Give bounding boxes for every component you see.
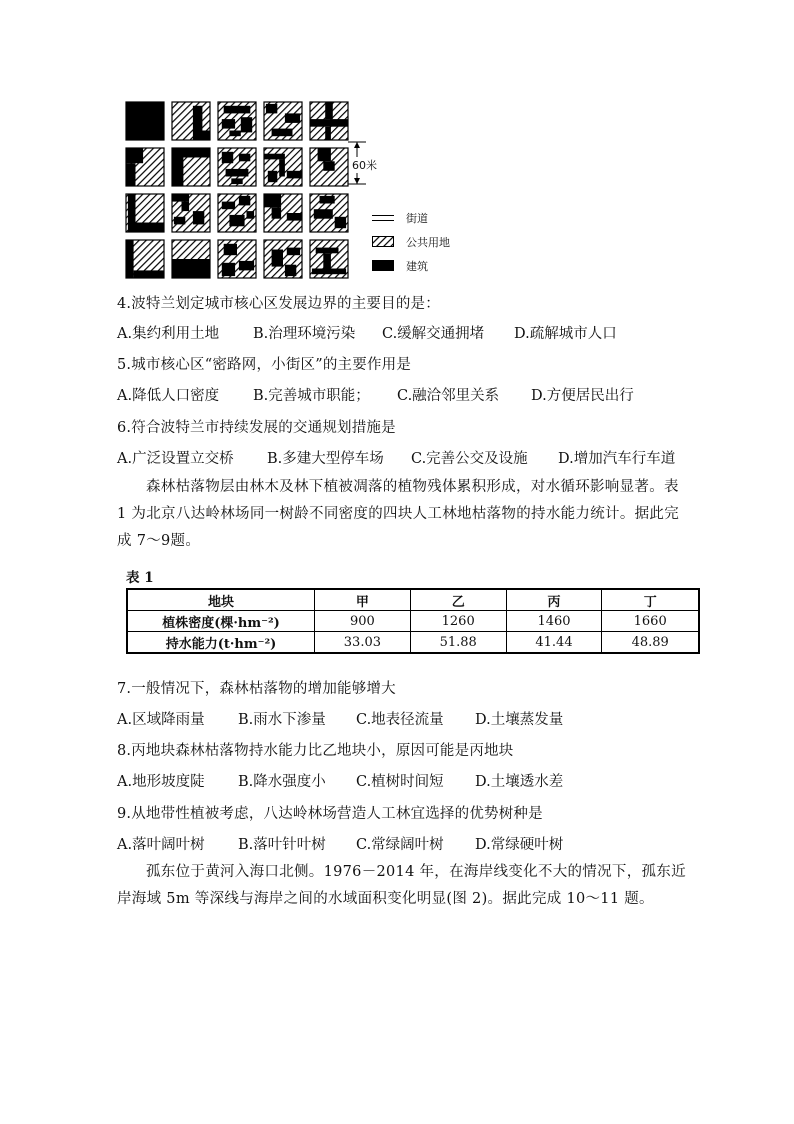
building bbox=[172, 148, 210, 158]
q4-option-b[interactable]: B.治理环境污染 bbox=[253, 326, 356, 342]
building bbox=[128, 194, 136, 232]
building bbox=[268, 171, 278, 182]
building bbox=[231, 178, 242, 184]
building bbox=[323, 161, 334, 171]
building bbox=[287, 248, 300, 256]
building bbox=[222, 202, 235, 210]
building bbox=[314, 209, 333, 219]
building bbox=[172, 158, 183, 187]
table-header-cell: 甲 bbox=[315, 589, 411, 611]
q6-option-b[interactable]: B.多建大型停车场 bbox=[267, 451, 384, 467]
table-caption: 表 1 bbox=[126, 570, 154, 586]
building bbox=[318, 148, 331, 161]
building bbox=[316, 248, 339, 254]
question-7-stem: 7.一般情况下，森林枯落物的增加能够增大 bbox=[117, 681, 396, 697]
building bbox=[193, 106, 203, 133]
building bbox=[285, 265, 296, 276]
building bbox=[172, 259, 210, 278]
building bbox=[285, 113, 300, 123]
building bbox=[229, 131, 240, 137]
q7-option-b[interactable]: B.雨水下渗量 bbox=[238, 712, 326, 728]
scale-label: 60米 bbox=[352, 159, 377, 172]
question-4-stem: 4.波特兰划定城市核心区发展边界的主要目的是： bbox=[117, 296, 440, 312]
q7-option-c[interactable]: C.地表径流量 bbox=[356, 712, 444, 728]
building bbox=[266, 104, 277, 114]
table-cell: 900 bbox=[315, 611, 411, 632]
building bbox=[239, 196, 250, 206]
q7-option-a[interactable]: A.区域降雨量 bbox=[117, 712, 205, 728]
building bbox=[193, 131, 210, 141]
legend-building-label: 建筑 bbox=[406, 260, 428, 273]
table-cell: 48.89 bbox=[602, 632, 699, 654]
q9-option-b[interactable]: B.落叶针叶树 bbox=[238, 837, 326, 853]
table-cell: 1660 bbox=[602, 611, 699, 632]
building bbox=[287, 171, 302, 179]
table-cell: 33.03 bbox=[315, 632, 411, 654]
building bbox=[174, 217, 185, 225]
q6-option-a[interactable]: A.广泛设置立交桥 bbox=[117, 451, 234, 467]
building bbox=[193, 211, 204, 224]
q8-option-b[interactable]: B.降水强度小 bbox=[238, 774, 326, 790]
solid-legend-icon bbox=[372, 260, 394, 271]
building bbox=[247, 211, 255, 219]
street-legend-icon bbox=[372, 215, 394, 221]
q7-option-d[interactable]: D.土壤蒸发量 bbox=[475, 712, 564, 728]
building bbox=[272, 129, 293, 137]
q5-option-d[interactable]: D.方便居民出行 bbox=[531, 388, 634, 404]
q5-option-c[interactable]: C.融洽邻里关系 bbox=[397, 388, 500, 404]
building bbox=[279, 159, 285, 176]
building bbox=[310, 119, 348, 127]
building bbox=[325, 127, 331, 140]
q8-option-c[interactable]: C.植树时间短 bbox=[356, 774, 444, 790]
building bbox=[222, 263, 235, 276]
q9-option-c[interactable]: C.常绿阔叶树 bbox=[356, 837, 444, 853]
legend-street-label: 街道 bbox=[406, 212, 428, 225]
building bbox=[224, 106, 251, 114]
q9-option-d[interactable]: D.常绿硬叶树 bbox=[475, 837, 564, 853]
table-header-cell: 丙 bbox=[506, 589, 602, 611]
building bbox=[229, 215, 244, 226]
question-8-stem: 8.丙地块森林枯落物持水能力比乙地块小，原因可能是丙地块 bbox=[117, 743, 514, 759]
building bbox=[182, 202, 190, 212]
q4-option-d[interactable]: D.疏解城市人口 bbox=[514, 326, 617, 342]
building bbox=[226, 169, 249, 177]
building bbox=[335, 217, 346, 228]
building bbox=[134, 270, 164, 278]
building bbox=[325, 102, 333, 119]
building bbox=[239, 154, 250, 162]
table-cell: 1260 bbox=[410, 611, 506, 632]
q8-option-d[interactable]: D.土壤透水差 bbox=[475, 774, 564, 790]
table-row bbox=[127, 632, 699, 654]
building bbox=[222, 152, 233, 163]
building bbox=[264, 154, 285, 160]
building bbox=[239, 261, 254, 271]
passage-forest-litter: 森林枯落物层由林木及林下植被凋落的植物残体累积形成，对水循环影响显著。表 1 为北京八达岭林场同一树龄不同密度的四块人工林地枯落物的持水能力统计。据此完成 7～9题。 bbox=[117, 479, 680, 549]
building bbox=[272, 207, 282, 218]
building bbox=[312, 269, 346, 275]
building bbox=[126, 102, 164, 140]
table-cell: 1460 bbox=[506, 611, 602, 632]
table-header-cell: 丁 bbox=[602, 589, 699, 611]
table-row bbox=[127, 611, 699, 632]
q6-option-d[interactable]: D.增加汽车行车道 bbox=[558, 451, 676, 467]
building bbox=[136, 223, 165, 233]
passage-gudong: 孤东位于黄河入海口北侧。1976－2014 年，在海岸线变化不大的情况下，孤东近岸海域 5m 等深线与海岸之间的水域面积变化明显(图 2)。据此完成 10～11 题。 bbox=[117, 864, 686, 907]
table-cell: 51.88 bbox=[410, 632, 506, 654]
table-header-cell: 乙 bbox=[410, 589, 506, 611]
hatched-legend-icon bbox=[372, 236, 394, 247]
table-row-label: 植株密度(棵·hm⁻²) bbox=[127, 611, 315, 632]
q8-option-a[interactable]: A.地形坡度陡 bbox=[117, 774, 205, 790]
building bbox=[224, 244, 237, 255]
question-5-stem: 5.城市核心区“密路网，小街区”的主要作用是 bbox=[117, 357, 412, 373]
table-header-row bbox=[127, 589, 699, 611]
question-6-stem: 6.符合波特兰市持续发展的交通规划措施是 bbox=[117, 420, 396, 436]
table-row-label: 持水能力(t·hm⁻²) bbox=[127, 632, 315, 654]
q5-option-b[interactable]: B.完善城市职能； bbox=[253, 388, 370, 404]
q4-option-a[interactable]: A.集约利用土地 bbox=[117, 326, 220, 342]
building bbox=[287, 213, 302, 221]
q4-option-c[interactable]: C.缓解交通拥堵 bbox=[382, 326, 485, 342]
building bbox=[126, 148, 143, 163]
building bbox=[264, 194, 281, 207]
q9-option-a[interactable]: A.落叶阔叶树 bbox=[117, 837, 205, 853]
building bbox=[323, 253, 331, 268]
table-header-cell: 地块 bbox=[127, 589, 315, 611]
city-block-figure bbox=[120, 96, 460, 282]
litter-water-table bbox=[126, 588, 700, 654]
building bbox=[241, 117, 252, 132]
q5-option-a[interactable]: A.降低人口密度 bbox=[117, 388, 220, 404]
building bbox=[272, 250, 283, 267]
legend-public-land-label: 公共用地 bbox=[406, 236, 450, 249]
building bbox=[222, 119, 235, 129]
q6-option-c[interactable]: C.完善公交及设施 bbox=[411, 451, 528, 467]
building bbox=[126, 240, 134, 278]
building bbox=[172, 194, 189, 202]
building bbox=[320, 196, 335, 204]
building bbox=[126, 163, 136, 186]
question-9-stem: 9.从地带性植被考虑，八达岭林场营造人工林宜选择的优势树种是 bbox=[117, 806, 543, 822]
table-cell: 41.44 bbox=[506, 632, 602, 654]
